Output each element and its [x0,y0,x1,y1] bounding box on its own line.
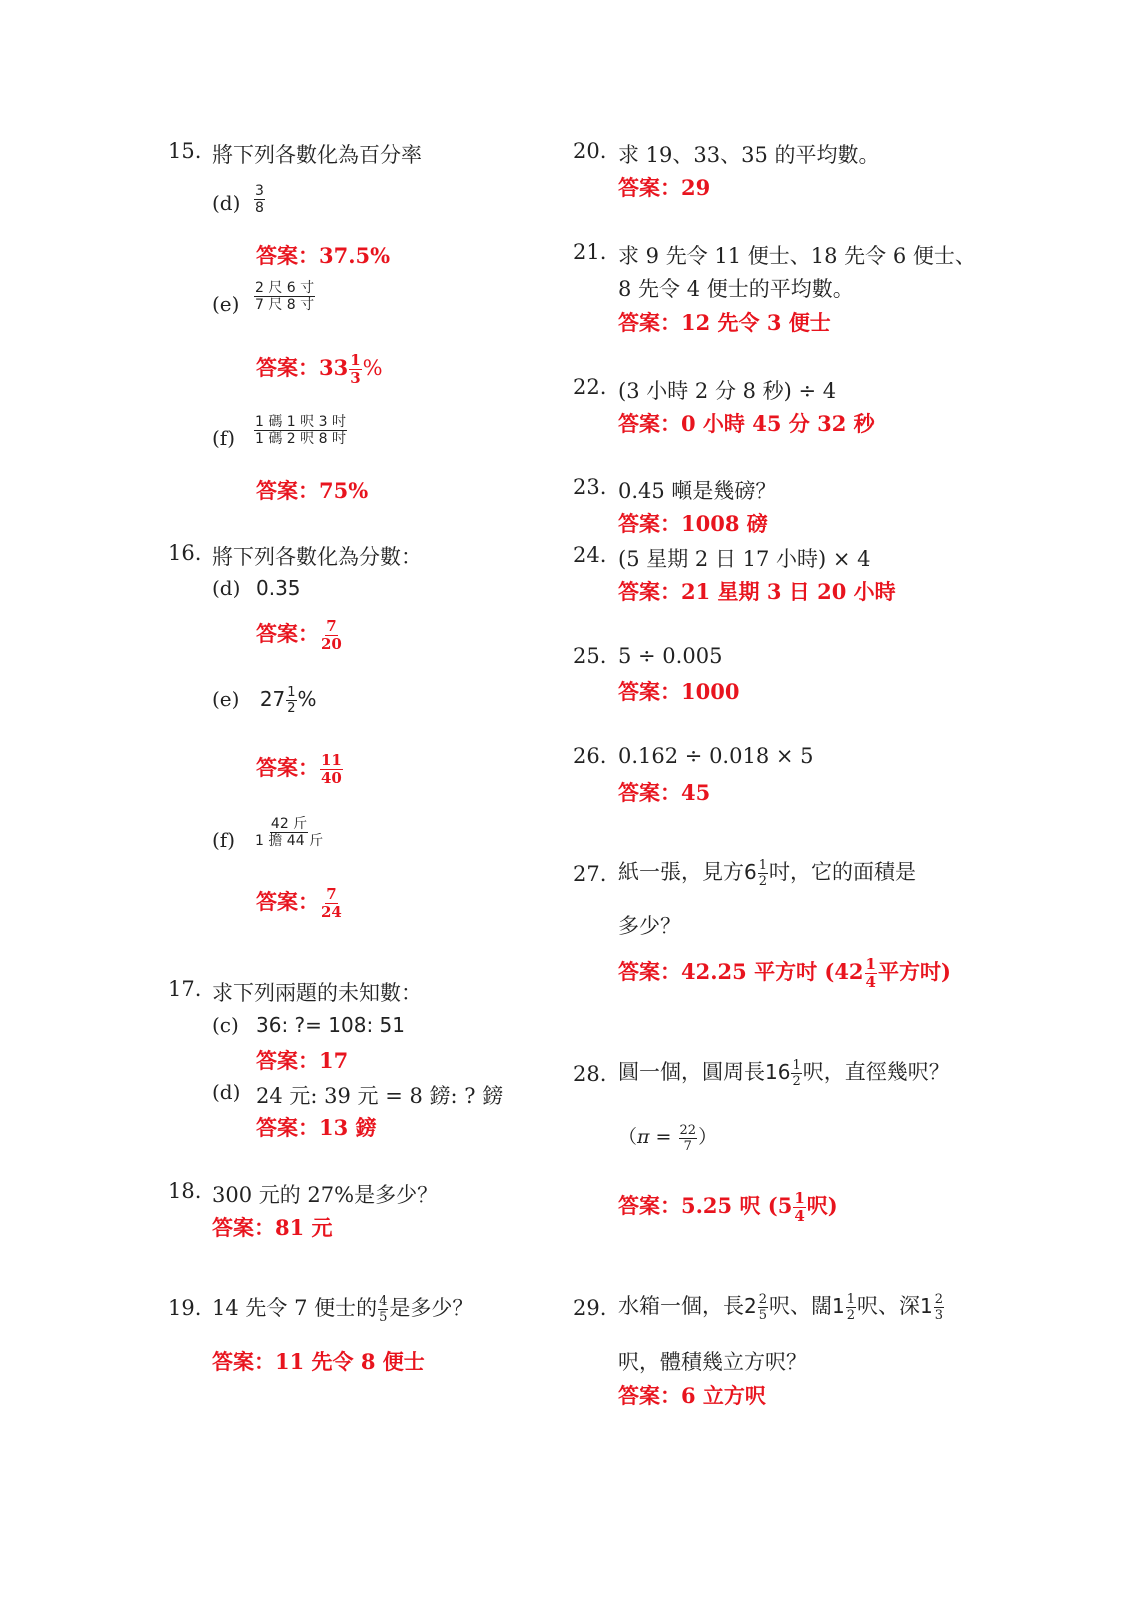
answer: 答案：37.5% [256,243,391,268]
answer: 答案： $\frac{11}{40}$ [256,751,342,787]
question-number: 22. [573,375,607,399]
answer: 答案：81 元 [212,1215,333,1240]
answer: 答案：17 [256,1048,349,1073]
part-label: (f) [212,828,236,852]
answer: 答案：5.25 呎 (5 $\frac{1}{4}$ 呎) [618,1189,838,1225]
question-text: (3 小時 2 分 8 秒) ÷ 4 [618,379,837,403]
fraction [253,415,348,446]
answer: 答案： $\frac{7}{20}$ [256,617,342,653]
question-number: 29. [573,1296,607,1320]
expression: 36: ?= 108: 51 [256,1013,405,1037]
numerator: 42 斤 [270,816,308,832]
question-text: 呎，體積幾立方呎？ [618,1350,807,1374]
question-text: 8 先令 4 便士的平均數。 [618,277,854,301]
question-text: 水箱一個，長2 $\frac{2}{5}$ 呎、闊1 $\frac{1}{2}$ 呎、深1 $\frac{2}{3}$ [618,1292,944,1323]
question-number: 19. [168,1296,202,1320]
question-text: 求 19、33、35 的平均數。 [618,143,880,167]
answer: 答案：11 先令 8 便士 [212,1349,425,1374]
answer: 答案：45 [618,780,711,805]
question-text: (5 星期 2 日 17 小時) × 4 [618,547,871,571]
question-number: 23. [573,475,607,499]
part-label: (f) [212,426,236,450]
answer: 答案：1000 [618,679,740,704]
question-number: 15. [168,139,202,163]
question-text: 5 ÷ 0.005 [618,644,723,668]
expression: 24 元: 39 元 = 8 鎊: ? 鎊 [256,1084,504,1108]
answer: 答案：75% [256,478,369,503]
question-number: 27. [573,862,607,886]
question-text: 0.45 噸是幾磅？ [618,479,777,503]
fraction [253,281,316,312]
answer: 答案：21 星期 3 日 20 小時 [618,579,896,604]
expression: (e) 27 $\frac{1}{2}$ % [212,685,317,716]
question-text: 300 元的 27%是多少？ [212,1183,439,1207]
question-text: 0.162 ÷ 0.018 × 5 [618,744,814,768]
denominator: 7 尺 8 寸 [255,297,315,313]
answer: 答案：13 鎊 [256,1115,377,1140]
question-number: 28. [573,1062,607,1086]
part-label: (d) [212,191,241,215]
part-label: (d) [212,1080,241,1104]
answer: 答案： $\frac{7}{24}$ [256,885,342,921]
answer: 答案：1008 磅 [618,511,768,536]
denominator: 1 碼 2 呎 8 吋 [255,431,346,447]
question-number: 18. [168,1179,202,1203]
fraction [253,817,325,848]
question-text: 紙一張，見方6 $\frac{1}{2}$ 吋，它的面積是 [618,858,917,889]
answer: 答案：33 $\frac{1}{3}$ % [256,351,383,387]
question-text: 求 9 先令 11 便士、18 先令 6 便士、 [618,244,976,268]
question-text: 將下列各數化為百分率 [212,143,422,167]
answer: 答案：0 小時 45 分 32 秒 [618,411,875,436]
question-text: 圓一個，圓周長16 $\frac{1}{2}$ 呎，直徑幾呎？ [618,1058,950,1089]
denominator: 1 擔 44 斤 [255,833,324,849]
part-label: (e) [212,292,240,316]
question-text: 14 先令 7 便士的 $\frac{4}{5}$ 是多少？ [212,1294,474,1325]
numerator: 2 尺 6 寸 [255,280,315,296]
question-number: 21. [573,240,607,264]
question-number: 16. [168,541,202,565]
answer: 答案：42.25 平方吋 (42 $\frac{1}{4}$ 平方吋) [618,955,951,991]
question-text: 求下列兩題的未知數： [212,981,422,1005]
part-label: (c) [212,1013,239,1037]
question-text: 多少？ [618,914,681,938]
answer: 答案：6 立方呎 [618,1383,766,1408]
question-number: 24. [573,543,607,567]
numerator: 3 [255,183,264,199]
question-number: 17. [168,977,202,1001]
question-number: 26. [573,744,607,768]
part-label: (d) [212,576,241,600]
numerator: 1 碼 1 呎 3 吋 [255,414,346,430]
answer: 答案：29 [618,175,711,200]
answer: 答案：12 先令 3 便士 [618,310,831,335]
question-number: 25. [573,644,607,668]
question-text: 將下列各數化為分數： [212,545,422,569]
denominator: 8 [255,200,264,216]
fraction [253,184,266,215]
pi-note: （π = $\frac{22}{7}$ ） [618,1122,718,1154]
expression: 0.35 [256,576,301,600]
question-number: 20. [573,139,607,163]
